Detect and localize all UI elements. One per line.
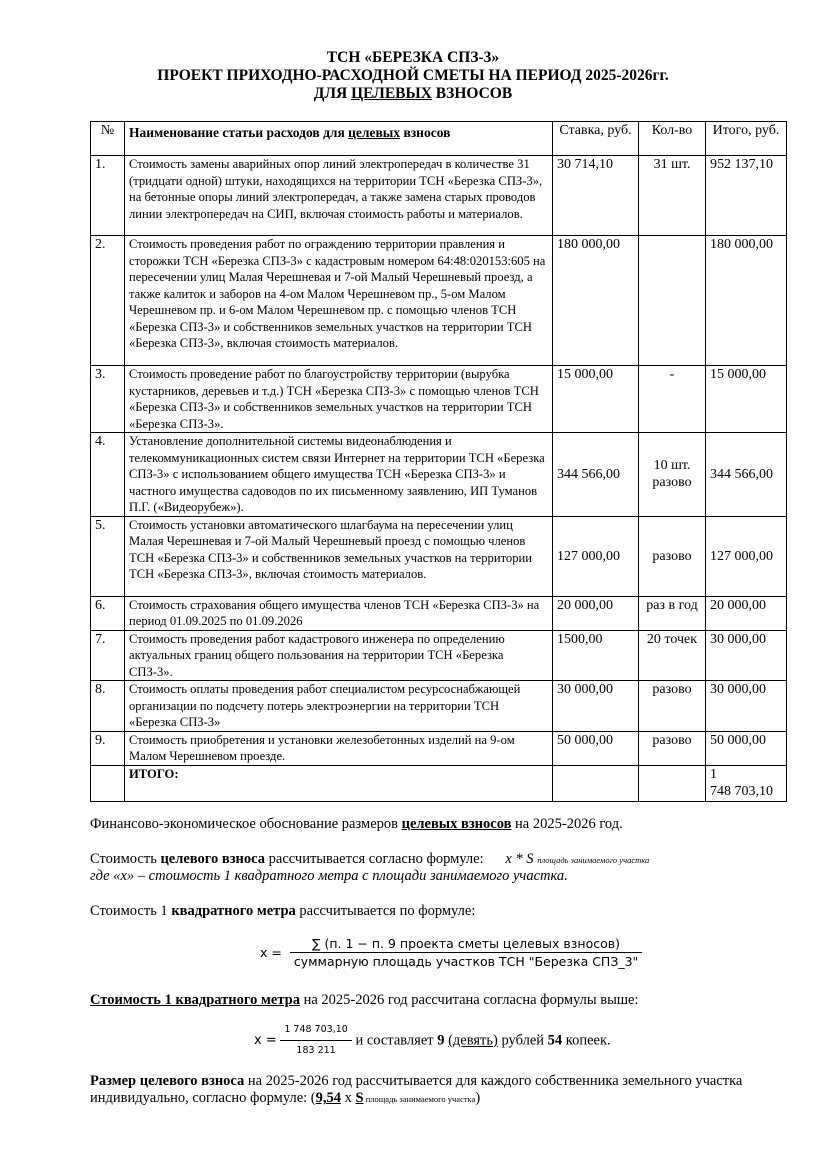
row-qty [639,236,706,366]
row-qty: 10 шт. разово [639,433,706,517]
row-total: 127 000,00 [706,516,787,596]
row-num: 6. [91,596,125,630]
row-total: 30 000,00 [706,630,787,681]
sqm-formula: x = $\frac{\text{∑ (п. 1 − п. 9 проекта сметы целевых взносов)}}{\text{суммарную площадь участков ТСН "Березка СПЗ\_3"}}$ [260,936,642,969]
x-definition: где «х» – стоимость 1 квадратного метра с площади занимаемого участка. [90,868,568,884]
row-text: Стоимость приобретения и установки железобетонных изделий на 9-ом Малом Черешневом проезде. [125,731,553,765]
col-rate-header: Ставка, руб. [553,122,639,156]
estimate-table [90,121,787,802]
row-qty: разово [639,681,706,732]
row-rate: 344 566,00 [553,433,639,517]
row-total: 344 566,00 [706,433,787,517]
table-row [91,596,787,630]
row-num: 8. [91,681,125,732]
doc-title-org: ТСН «БЕРЕЗКА СПЗ-3» [326,49,500,66]
table-header-row [91,122,787,156]
row-qty: разово [639,731,706,765]
row-rate: 30 714,10 [553,156,639,236]
row-rate: 127 000,00 [553,516,639,596]
row-total: 50 000,00 [706,731,787,765]
row-total: 15 000,00 [706,366,787,433]
row-rate: 50 000,00 [553,731,639,765]
row-num: 3. [91,366,125,433]
col-num-header: № [91,122,125,156]
col-total-header: Итого, руб. [706,122,787,156]
row-qty: - [639,366,706,433]
table-row [91,731,787,765]
row-total: 952 137,10 [706,156,787,236]
row-qty: разово [639,516,706,596]
row-num: 5. [91,516,125,596]
row-num: 4. [91,433,125,517]
doc-title-main: ПРОЕКТ ПРИХОДНО-РАСХОДНОЙ СМЕТЫ НА ПЕРИОД 2025-2026гг. [157,67,669,84]
doc-title-sub: ДЛЯ ЦЕЛЕВЫХ ВЗНОСОВ [313,85,513,102]
row-rate: 1500,00 [553,630,639,681]
table-row [91,156,787,236]
justification-heading: Финансово-экономическое обоснование размеров целевых взносов на 2025-2026 год. [90,816,623,832]
row-rate: 30 000,00 [553,681,639,732]
col-name-header: Наименование статьи расходов для целевых взносов [125,122,553,156]
fee-size-line: Размер целевого взноса на 2025-2026 год рассчитывается для каждого собственника земельного участка [90,1073,743,1089]
fee-formula-line: Стоимость целевого взноса рассчитывается согласно формуле: x * S площадь занимаемого участка [90,851,650,867]
table-row [91,516,787,596]
row-total: 20 000,00 [706,596,787,630]
row-text: Стоимость страхования общего имущества членов ТСН «Березка СПЗ-3» на период 01.09.2025 по 01.09.2026 [125,596,553,630]
table-row [91,366,787,433]
row-rate: 180 000,00 [553,236,639,366]
row-text: Стоимость проведения работ кадастрового инженера по определению актуальных границ общего пользования на территории ТСН «Березка СПЗ-3». [125,630,553,681]
row-text: Стоимость установки автоматического шлагбаума на пересечении улиц Малая Черешневая и 7-ой Малый Черешневый проезд с помощью членов ТСН «Березка СПЗ-3» и собственников земельных участков на территории ТСН «Березка СПЗ-3», включая стоимость материалов. [125,516,553,596]
sqm-formula-intro: Стоимость 1 квадратного метра рассчитывается по формуле: [90,903,476,919]
row-total: 30 000,00 [706,681,787,732]
row-num: 9. [91,731,125,765]
row-text: Стоимость проведения работ по ограждению территории правления и сторожки ТСН «Березка СПЗ-3» с кадастровым номером 64:48:020153:605 на пересечении улиц Малая Черешневая и 7-ой Малый Черешневый проезд, а также калиток и заборов на 4-ом Малом Черешневом пр., 5-ом Малом Черешневом пр. и 6-ом Малом Черешневом пр. с помощью членов ТСН «Березка СПЗ-3» и собственников земельных участков на территории ТСН «Березка СПЗ-3», включая стоимость материалов. [125,236,553,366]
total-label: ИТОГО: [125,765,553,801]
table-row [91,681,787,732]
row-num: 7. [91,630,125,681]
table-total-row [91,765,787,801]
row-num: 1. [91,156,125,236]
row-qty: раз в год [639,596,706,630]
table-row [91,433,787,517]
col-qty-header: Кол-во [639,122,706,156]
row-qty: 31 шт. [639,156,706,236]
row-text: Установление дополнительной системы видеонаблюдения и телекоммуникационных систем связи Интернет на территории ТСН «Березка СПЗ-3» с использованием общего имущества ТСН «Березка СПЗ-3» и частного имущества садоводов по их письменному заявлению, ИП Туманов П.Г. («Видеорубеж»). [125,433,553,517]
row-rate: 15 000,00 [553,366,639,433]
row-total: 180 000,00 [706,236,787,366]
sqm-cost-line: Стоимость 1 квадратного метра на 2025-2026 год рассчитана согласна формулы выше: [90,992,639,1008]
row-text: Стоимость проведение работ по благоустройству территории (вырубка кустарников, деревьев и т.д.) ТСН «Березка СПЗ-3» с помощью членов ТСН «Березка СПЗ-3» и собственников земельных участков на территории ТСН «Березка СПЗ-3». [125,366,553,433]
sqm-cost-formula: x = $\frac{1 748 703,10}{183 211}$ и составляет 9 (девять) рублей 54 копеек. [90,1021,790,1060]
fee-size-formula: индивидуально, согласно формуле: (9,54 x S площадь занимаемого участка) [90,1090,481,1106]
grand-total: 1 748 703,10 [706,765,787,801]
table-row [91,630,787,681]
table-row [91,236,787,366]
row-text: Стоимость замены аварийных опор линий электропередач в количестве 31 (тридцати одной) штуки, находящихся на территории ТСН «Березка СПЗ-3», на бетонные опоры линий электропередач, а также замена старых проводов линии электропередач на СИП, включая стоимость работы и материалов. [125,156,553,236]
row-rate: 20 000,00 [553,596,639,630]
row-num: 2. [91,236,125,366]
row-text: Стоимость оплаты проведения работ специалистом ресурсоснабжающей организации по подсчету потерь электроэнергии на территории ТСН «Березка СПЗ-3» [125,681,553,732]
row-qty: 20 точек [639,630,706,681]
